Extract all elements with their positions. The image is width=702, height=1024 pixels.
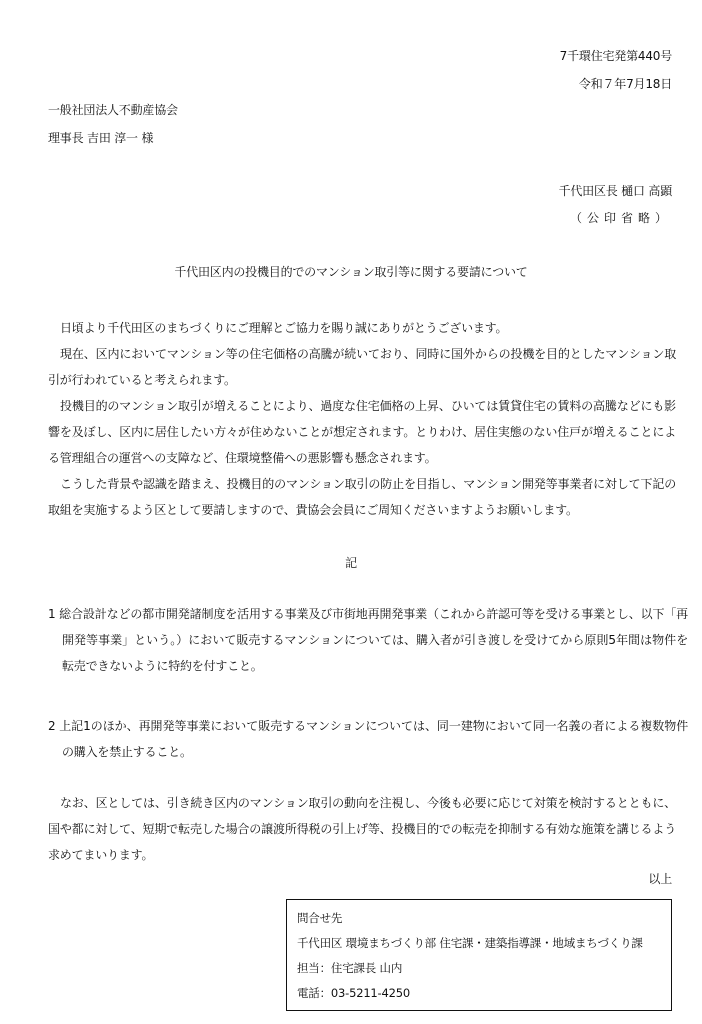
request-item-1: 1 総合設計などの都市開発諸制度を活用する事業及び市街地再開発事業（これから許認可等を受ける事業とし、以下「再開発等事業」という。）において販売するマンションについては、購入者が引き渡しを受けてから原則5年間は物件を転売できないように特約を付すこと。	[48, 607, 688, 673]
addressee-organization: 一般社団法人不動産協会	[48, 103, 178, 117]
ki-heading: 記	[345, 556, 357, 570]
closing-paragraph: なお、区としては、引き続き区内のマンション取引の動向を注視し、今後も必要に応じて対策を検討するとともに、国や都に対して、短期で転売した場合の譲渡所得税の引上げ等、投機目的での転売を抑制する有効な施策を講じるよう求めてまいります。	[48, 796, 676, 862]
contact-person: 担当：住宅課長 山内	[297, 961, 403, 975]
document-date: 令和７年7月18日	[578, 77, 672, 91]
document-number: 7千環住宅発第440号	[559, 49, 672, 63]
addressee-name: 理事長 吉田 淳一 様	[48, 131, 154, 145]
request-item-2: 2 上記1のほか、再開発等事業において販売するマンションについては、同一建物において同一名義の者による複数物件の購入を禁止すること。	[48, 719, 688, 759]
contact-department: 千代田区 環境まちづくり部 住宅課・建築指導課・地域まちづくり課	[297, 936, 643, 950]
contact-title: 問合せ先	[297, 911, 343, 925]
document-subject: 千代田区内の投機目的でのマンション取引等に関する要請について	[174, 265, 528, 279]
end-mark: 以上	[648, 872, 672, 886]
body-paragraph-2: 現在、区内においてマンション等の住宅価格の高騰が続いており、同時に国外からの投機を目的としたマンション取引が行われていると考えられます。	[48, 347, 676, 387]
contact-box	[286, 899, 672, 1011]
body-paragraph-3: 投機目的のマンション取引が増えることにより、過度な住宅価格の上昇、ひいては賃貸住宅の賃料の高騰などにも影響を及ぼし、区内に居住したい方々が住めないことが想定されます。とりわけ、居住実態のない住戸が増えることによる管理組合の運営への支障など、住環境整備への悪影響も懸念されます。	[48, 399, 676, 465]
body-paragraph-1: 日頃より千代田区のまちづくりにご理解とご協力を賜り誠にありがとうございます。	[60, 321, 508, 335]
body-paragraph-4: こうした背景や認識を踏まえ、投機目的のマンション取引の防止を目指し、マンション開発等事業者に対して下記の取組を実施するよう区として要請しますので、貴協会会員にご周知くださいますようお願いします。	[48, 477, 676, 517]
sender-name: 千代田区長 樋口 高顕	[558, 184, 672, 198]
seal-omitted-note: （公印省略）	[569, 211, 672, 225]
contact-phone: 電話：03-5211-4250	[297, 986, 410, 1000]
